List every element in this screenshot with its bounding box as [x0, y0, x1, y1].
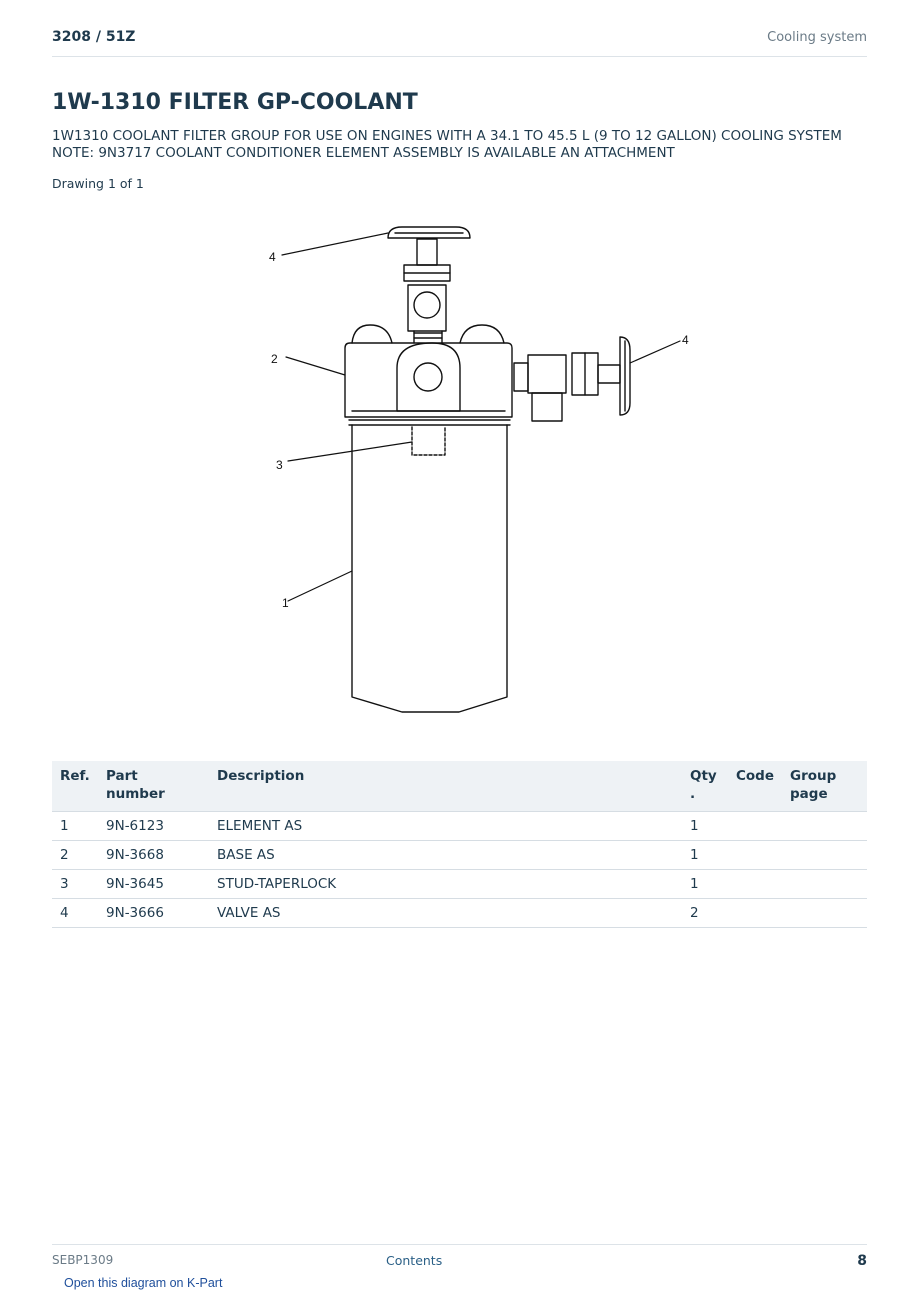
cell-ref: 3 — [52, 870, 98, 899]
side-valve — [514, 337, 630, 421]
callout-base: 2 — [271, 352, 278, 366]
page-title: 1W-1310 FILTER GP-COOLANT — [52, 90, 418, 115]
cell-group-page — [782, 812, 867, 841]
cell-ref: 2 — [52, 841, 98, 870]
callout-valve-top: 4 — [269, 250, 276, 264]
cell-code — [728, 899, 782, 928]
section-name: Cooling system — [767, 30, 867, 45]
description-line: 1W1310 COOLANT FILTER GROUP FOR USE ON ENGINES WITH A 34.1 TO 45.5 L (9 TO 12 GALLON) COOLING SYSTEM — [52, 128, 842, 144]
cell-group-page — [782, 899, 867, 928]
callout-stud: 3 — [276, 458, 283, 472]
cell-description: VALVE AS — [209, 899, 682, 928]
table-header-row — [52, 761, 867, 812]
page-number: 8 — [857, 1253, 867, 1269]
cell-qty: 1 — [682, 812, 728, 841]
cell-description: STUD-TAPERLOCK — [209, 870, 682, 899]
taperlock-stud — [412, 427, 445, 455]
cell-ref: 4 — [52, 899, 98, 928]
cell-part-number: 9N-6123 — [98, 812, 209, 841]
table-row — [52, 870, 867, 899]
note-line: NOTE: 9N3717 COOLANT CONDITIONER ELEMENT ASSEMBLY IS AVAILABLE AN ATTACHMENT — [52, 145, 675, 161]
base-assembly — [345, 325, 512, 417]
cell-code — [728, 841, 782, 870]
table-row — [52, 899, 867, 928]
top-valve — [388, 227, 470, 331]
model-serial: 3208 / 51Z — [52, 29, 136, 45]
col-description: Description — [209, 761, 682, 812]
page-footer — [52, 1244, 867, 1273]
cell-group-page — [782, 841, 867, 870]
table-row — [52, 812, 867, 841]
page-header — [52, 29, 867, 57]
cell-code — [728, 870, 782, 899]
group-description — [52, 128, 872, 162]
cell-ref: 1 — [52, 812, 98, 841]
col-ref: Ref. — [52, 761, 98, 812]
cell-qty: 2 — [682, 899, 728, 928]
col-qty: Qty . — [682, 761, 728, 812]
drawing-count: Drawing 1 of 1 — [52, 176, 144, 191]
parts-diagram — [52, 205, 867, 735]
document-number: SEBP1309 — [52, 1253, 114, 1267]
kpart-diagram-link[interactable]: Open this diagram on K-Part — [64, 1276, 223, 1290]
cell-description: ELEMENT AS — [209, 812, 682, 841]
cell-description: BASE AS — [209, 841, 682, 870]
cell-part-number: 9N-3668 — [98, 841, 209, 870]
contents-link[interactable]: Contents — [386, 1253, 443, 1268]
parts-table — [52, 761, 867, 928]
cell-part-number: 9N-3666 — [98, 899, 209, 928]
filter-element-body — [349, 420, 510, 712]
col-part-number: Part number — [98, 761, 209, 812]
cell-part-number: 9N-3645 — [98, 870, 209, 899]
cell-qty: 1 — [682, 841, 728, 870]
table-row — [52, 841, 867, 870]
cell-code — [728, 812, 782, 841]
col-group-page: Group page — [782, 761, 867, 812]
cell-group-page — [782, 870, 867, 899]
callout-valve-side: 4 — [682, 333, 689, 347]
cell-qty: 1 — [682, 870, 728, 899]
col-code: Code — [728, 761, 782, 812]
callout-element: 1 — [282, 596, 289, 610]
